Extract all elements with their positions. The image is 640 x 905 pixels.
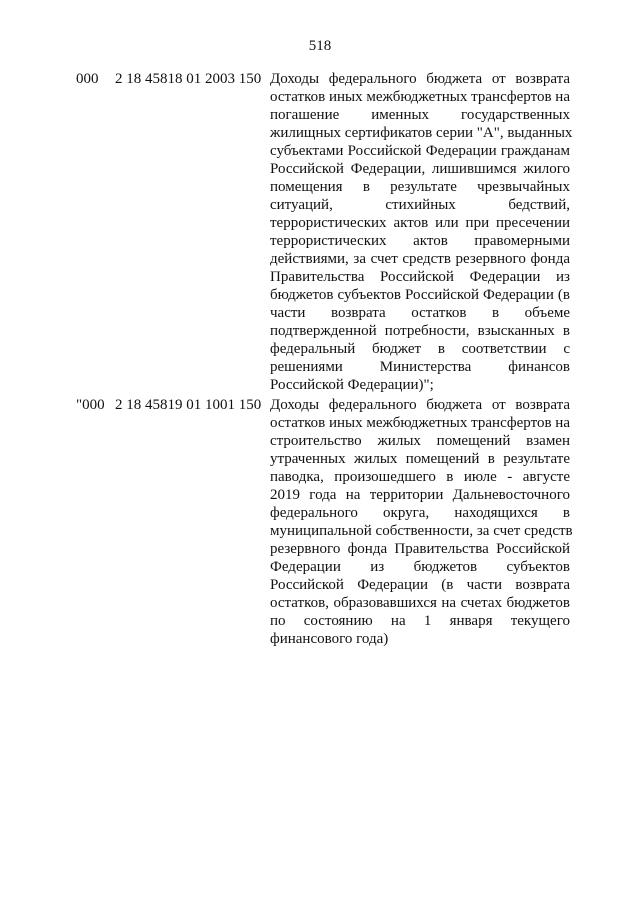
page-number: 518 (308, 38, 332, 54)
entry-description (270, 396, 573, 648)
text-line: 2019 года на территории Дальневосточного (270, 487, 570, 503)
classification-code: 2 18 45819 01 1001 150 (115, 397, 262, 413)
text-line: остатков иных межбюджетных трансфертов на (270, 89, 570, 105)
text-line: Российской Федерации)"; (270, 377, 434, 393)
admin-code: 000 (76, 71, 99, 87)
classification-code: 2 18 45818 01 2003 150 (115, 71, 262, 87)
text-line: паводка, произошедшего в июле - августе (270, 469, 570, 485)
text-line: федерального округа, находящихся в (270, 505, 570, 521)
text-line: Российской Федерации (в части возврата (270, 577, 570, 593)
text-line: Федерации из бюджетов субъектов (270, 559, 570, 575)
text-line: подтвержденной потребности, взысканных в (270, 323, 570, 339)
text-line: муниципальной собственности, за счет средств (270, 523, 573, 539)
text-line: действиями, за счет средств резервного фонда (270, 251, 570, 267)
text-line: субъектами Российской Федерации гражданам (270, 143, 570, 159)
text-line: федеральный бюджет в соответствии с (270, 341, 570, 357)
text-line: по состоянию на 1 января текущего (270, 613, 570, 629)
text-line: утраченных жилых помещений в результате (270, 451, 570, 467)
text-line: Доходы федерального бюджета от возврата (270, 397, 570, 413)
text-line: резервного фонда Правительства Российской (270, 541, 570, 557)
text-line: помещения в результате чрезвычайных (270, 179, 570, 195)
text-line: остатков, образовавшихся на счетах бюджетов (270, 595, 570, 611)
text-line: финансового года) (270, 631, 389, 647)
text-line: Правительства Российской Федерации из (270, 269, 570, 285)
text-line: ситуаций, стихийных бедствий, (270, 197, 570, 213)
budget-code-entry-2 (0, 396, 640, 648)
budget-code-list (0, 70, 640, 650)
budget-code-entry-1 (0, 70, 640, 394)
text-line: террористических актов правомерными (270, 233, 570, 249)
admin-code: "000 (76, 397, 105, 413)
text-line: бюджетов субъектов Российской Федерации (в (270, 287, 570, 303)
text-line: решениями Министерства финансов (270, 359, 570, 375)
text-line: Доходы федерального бюджета от возврата (270, 71, 570, 87)
text-line: строительство жилых помещений взамен (270, 433, 570, 449)
text-line: жилищных сертификатов серии "А", выданных (270, 125, 573, 141)
entry-description (270, 70, 573, 394)
text-line: Российской Федерации, лишившимся жилого (270, 161, 570, 177)
text-line: террористических актов или при пресечении (270, 215, 570, 231)
text-line: остатков иных межбюджетных трансфертов на (270, 415, 570, 431)
text-line: погашение именных государственных (270, 107, 570, 123)
text-line: части возврата остатков в объеме (270, 305, 570, 321)
